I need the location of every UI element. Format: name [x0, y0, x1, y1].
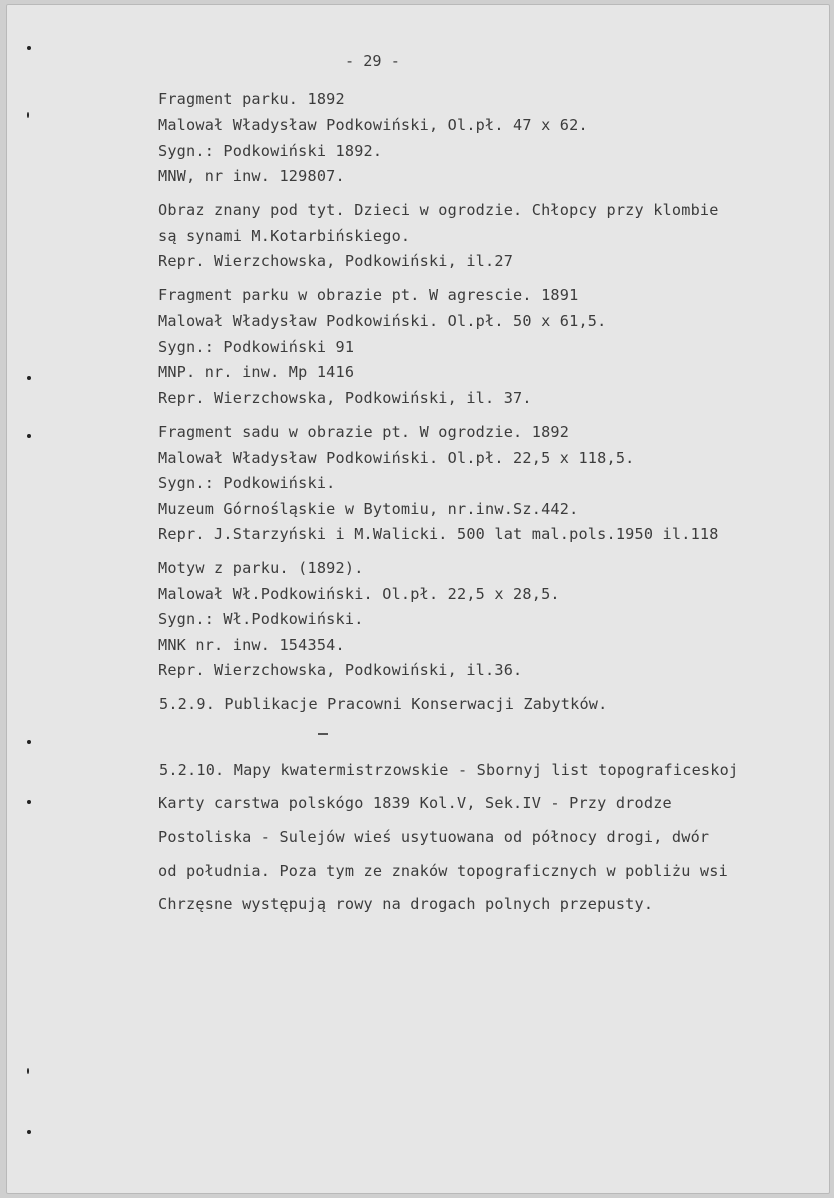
entry-5-line-4: MNK nr. inw. 154354.	[158, 636, 345, 654]
page-number: - 29 -	[345, 52, 400, 70]
entry-1-line-4: MNW, nr inw. 129807.	[158, 167, 345, 185]
margin-mark	[27, 434, 31, 438]
margin-mark	[27, 740, 31, 744]
entry-4-line-2: Malował Władysław Podkowiński. Ol.pł. 22,5 x 118,5.	[158, 449, 635, 467]
entry-3-line-3: Sygn.: Podkowiński 91	[158, 338, 355, 356]
margin-mark	[27, 1130, 31, 1134]
entry-2-line-3: Repr. Wierzchowska, Podkowiński, il.27	[158, 252, 514, 270]
entry-5-line-2: Malował Wł.Podkowiński. Ol.pł. 22,5 x 28,5.	[158, 585, 560, 603]
entry-5-line-1: Motyw z parku. (1892).	[158, 559, 364, 577]
margin-mark	[27, 1068, 29, 1074]
entry-3-line-1: Fragment parku w obrazie pt. W agrescie. 1891	[158, 286, 579, 304]
entry-1-line-3: Sygn.: Podkowiński 1892.	[158, 142, 383, 160]
section-5-2-10-line-4: od południa. Poza tym ze znaków topograficznych w pobliżu wsi	[158, 862, 728, 880]
margin-mark	[27, 46, 31, 50]
entry-3-line-5: Repr. Wierzchowska, Podkowiński, il. 37.	[158, 389, 532, 407]
entry-3-line-4: MNP. nr. inw. Mp 1416	[158, 363, 355, 381]
section-5-2-10-line-3: Postoliska - Sulejów wieś usytuowana od północy drogi, dwór	[158, 828, 710, 846]
margin-mark	[27, 800, 31, 804]
margin-mark	[27, 112, 29, 118]
entry-5-line-5: Repr. Wierzchowska, Podkowiński, il.36.	[158, 661, 523, 679]
entry-4-line-1: Fragment sadu w obrazie pt. W ogrodzie. 1892	[158, 423, 570, 441]
section-5-2-10-line-2: Karty carstwa polskógo 1839 Kol.V, Sek.IV - Przy drodze	[158, 794, 672, 812]
entry-2-line-1: Obraz znany pod tyt. Dzieci w ogrodzie. Chłopcy przy klombie	[158, 201, 719, 219]
section-5-2-9-heading: 5.2.9. Publikacje Pracowni Konserwacji Zabytków.	[159, 695, 608, 713]
margin-mark	[27, 376, 31, 380]
entry-4-line-3: Sygn.: Podkowiński.	[158, 474, 336, 492]
entry-4-line-5: Repr. J.Starzyński i M.Walicki. 500 lat mal.pols.1950 il.118	[158, 525, 719, 543]
entry-1-line-1: Fragment parku. 1892	[158, 90, 345, 108]
entry-1-line-2: Malował Władysław Podkowiński, Ol.pł. 47 x 62.	[158, 116, 588, 134]
section-5-2-10-line-5: Chrzęsne występują rowy na drogach polnych przepusty.	[158, 895, 654, 913]
section-5-2-10-line-1: 5.2.10. Mapy kwatermistrzowskie - Sbornyj list topograficeskoj	[159, 761, 739, 779]
entry-5-line-3: Sygn.: Wł.Podkowiński.	[158, 610, 364, 628]
entry-4-line-4: Muzeum Górnośląskie w Bytomiu, nr.inw.Sz.442.	[158, 500, 579, 518]
entry-2-line-2: są synami M.Kotarbińskiego.	[158, 227, 411, 245]
separator-dash	[318, 733, 328, 735]
entry-3-line-2: Malował Władysław Podkowiński. Ol.pł. 50 x 61,5.	[158, 312, 607, 330]
